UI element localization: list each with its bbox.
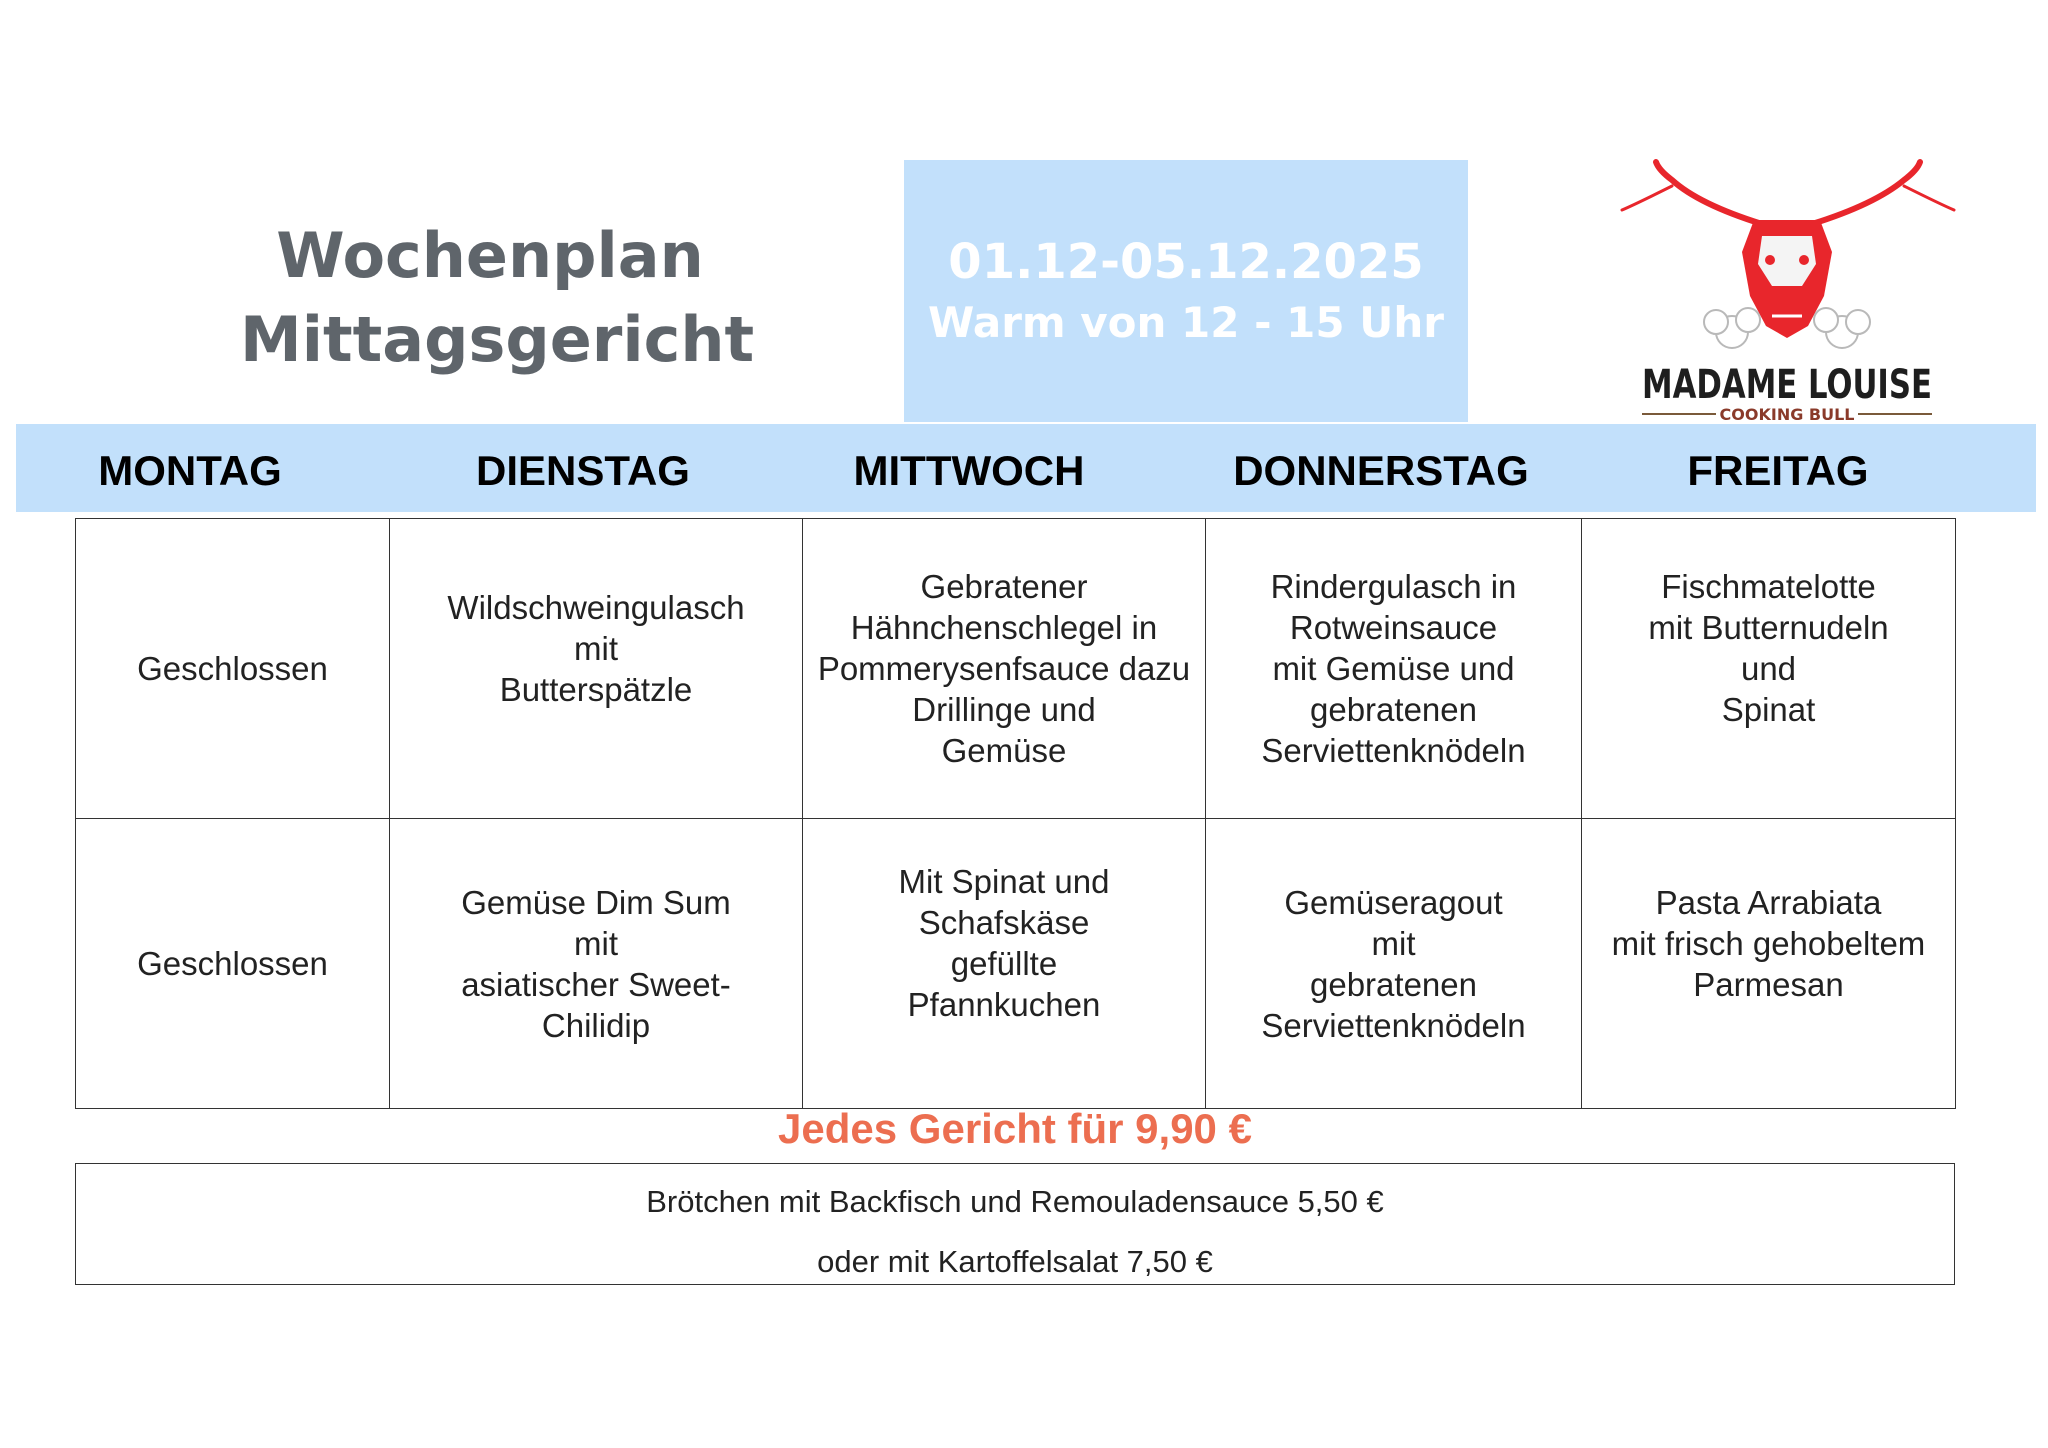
weekday-header <box>16 424 2036 512</box>
menu-cell-tuesday: Wildschweingulasch mit Butterspätzle <box>390 519 803 819</box>
extras-box <box>75 1163 1955 1285</box>
day-thursday: DONNERSTAG <box>1233 447 1529 494</box>
menu-cell-monday-2: Geschlossen <box>76 819 390 1109</box>
serving-hours: Warm von 12 - 15 Uhr <box>928 298 1444 347</box>
title-line-2: Mittagsgericht <box>240 303 755 376</box>
title-line-1: Wochenplan <box>276 219 704 292</box>
menu-row-vegetarian <box>76 819 1956 1109</box>
menu-cell-wednesday: Gebratener Hähnchenschlegel in Pommerysenfsauce dazu Drillinge und Gemüse <box>803 519 1206 819</box>
menu-cell-thursday-2: Gemüseragout mit gebratenen Serviettenknödeln <box>1206 819 1582 1109</box>
menu-cell-thursday: Rindergulasch in Rotweinsauce mit Gemüse und gebratenen Serviettenknödeln <box>1206 519 1582 819</box>
day-monday: MONTAG <box>98 447 282 494</box>
menu-cell-wednesday-2: Mit Spinat und Schafskäse gefüllte Pfannkuchen <box>803 819 1206 1109</box>
logo-name: MADAME LOUISE <box>1642 362 1932 408</box>
menu-cell-friday-2: Pasta Arrabiata mit frisch gehobeltem Parmesan <box>1582 819 1956 1109</box>
day-tuesday: DIENSTAG <box>476 447 690 494</box>
menu-cell-monday: Geschlossen <box>76 519 390 819</box>
menu-cell-friday: Fischmatelotte mit Butternudeln und Spinat <box>1582 519 1956 819</box>
date-box <box>904 160 1468 422</box>
extras-line-1: Brötchen mit Backfisch und Remouladensauce 5,50 € <box>646 1184 1384 1219</box>
menu-row-main <box>76 519 1956 819</box>
logo-tagline: COOKING BULL <box>1719 405 1855 424</box>
bull-head-icon <box>1612 156 1962 426</box>
extras-line-2: oder mit Kartoffelsalat 7,50 € <box>817 1244 1213 1279</box>
page-title <box>240 214 755 382</box>
price-note: Jedes Gericht für 9,90 € <box>778 1105 1252 1152</box>
day-friday: FREITAG <box>1687 447 1869 494</box>
restaurant-logo <box>1612 156 1962 426</box>
date-range: 01.12-05.12.2025 <box>948 234 1424 290</box>
menu-cell-tuesday-2: Gemüse Dim Sum mit asiatischer Sweet- Chilidip <box>390 819 803 1109</box>
menu-table <box>75 518 1956 1109</box>
day-wednesday: MITTWOCH <box>853 447 1085 494</box>
